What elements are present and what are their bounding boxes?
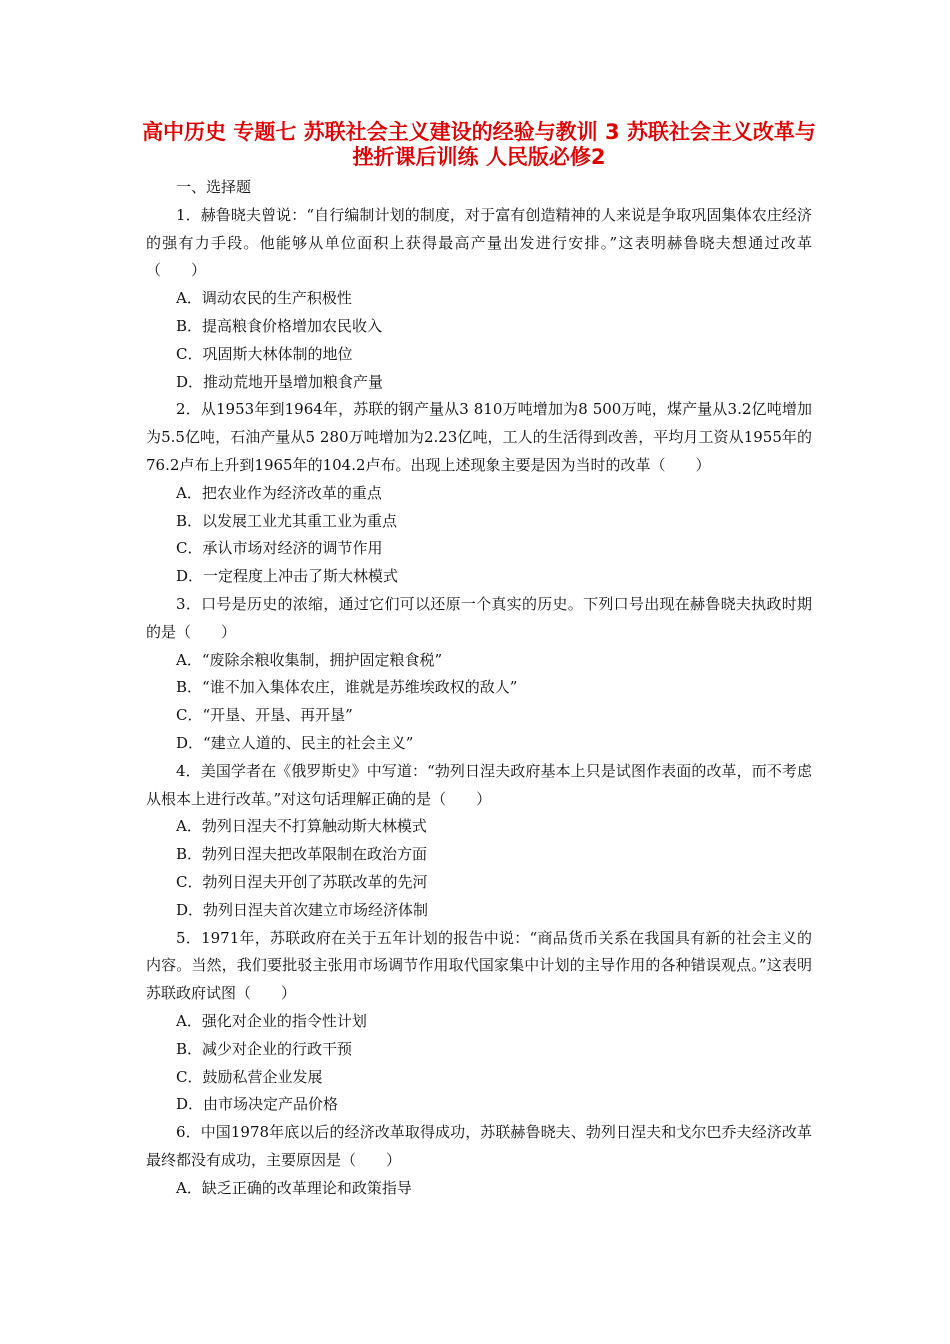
question-4 — [146, 758, 812, 925]
option-c: C．鼓励私营企业发展 — [176, 1067, 323, 1086]
option-d: D．一定程度上冲击了斯大林模式 — [176, 567, 399, 586]
document-body — [142, 120, 816, 1202]
question-5 — [146, 925, 812, 1120]
option-b: B．减少对企业的行政干预 — [176, 1039, 353, 1058]
question-stem: 4．美国学者在《俄罗斯史》中写道：“勃列日涅夫政府基本上只是试图作表面的改革，而不考虑从根本上进行改革。”对这句话理解正确的是（ ） — [146, 761, 812, 808]
option-b: B．勃列日涅夫把改革限制在政治方面 — [176, 845, 428, 864]
question-stem: 2．从1953年到1964年，苏联的钢产量从3 810万吨增加为8 500万吨，煤产量从3.2亿吨增加为5.5亿吨，石油产量从5 280万吨增加为2.23亿吨，工人的生活得到改善，平均月工资从1955年的76.2卢布上升到1965年的104.2卢布。出现上述现象主要是因为当时的改革（ ） — [146, 400, 812, 474]
option-a: A．勃列日涅夫不打算触动斯大林模式 — [176, 817, 427, 836]
question-2 — [146, 396, 812, 591]
question-1 — [146, 202, 812, 397]
option-d: D．由市场决定产品价格 — [176, 1095, 339, 1114]
option-c: C．勃列日涅夫开创了苏联改革的先河 — [176, 872, 428, 891]
option-a: A．缺乏正确的改革理论和政策指导 — [176, 1178, 412, 1197]
document-title: 高中历史 专题七 苏联社会主义建设的经验与教训 3 苏联社会主义改革与挫折课后训练 人民版必修2 — [142, 120, 816, 169]
option-c: C．“开垦、开垦、再开垦” — [176, 706, 353, 725]
option-d: D．“建立人道的、民主的社会主义” — [176, 733, 414, 752]
question-stem: 3．口号是历史的浓缩，通过它们可以还原一个真实的历史。下列口号出现在赫鲁晓夫执政时期的是（ ） — [146, 594, 812, 641]
option-a: A．强化对企业的指令性计划 — [176, 1011, 367, 1030]
question-6 — [146, 1119, 812, 1202]
option-a: A．“废除余粮收集制，拥护固定粮食税” — [176, 650, 443, 669]
option-a: A．把农业作为经济改革的重点 — [176, 483, 382, 502]
section-heading: 一、选择题 — [176, 178, 252, 196]
question-stem: 6．中国1978年底以后的经济改革取得成功，苏联赫鲁晓夫、勃列日涅夫和戈尔巴乔夫经济改革最终都没有成功，主要原因是（ ） — [146, 1123, 812, 1169]
option-c: C．巩固斯大林体制的地位 — [176, 344, 353, 363]
option-c: C．承认市场对经济的调节作用 — [176, 539, 383, 558]
option-b: B．提高粮食价格增加农民收入 — [176, 316, 383, 335]
question-stem: 5．1971年，苏联政府在关于五年计划的报告中说：“商品货币关系在我国具有新的社会主义的内容。当然，我们要批驳主张用市场调节作用取代国家集中计划的主导作用的各种错误观点。”这表明苏联政府试图（ ） — [146, 928, 812, 1003]
option-b: B．以发展工业尤其重工业为重点 — [176, 511, 398, 530]
option-d: D．推动荒地开垦增加粮食产量 — [176, 372, 384, 391]
option-a: A．调动农民的生产积极性 — [176, 289, 352, 308]
option-d: D．勃列日涅夫首次建立市场经济体制 — [176, 900, 429, 919]
question-3 — [146, 591, 812, 758]
option-b: B．“谁不加入集体农庄，谁就是苏维埃政权的敌人” — [176, 678, 518, 697]
question-stem: 1．赫鲁晓夫曾说：“自行编制计划的制度，对于富有创造精神的人来说是争取巩固集体农庄经济的强有力手段。他能够从单位面积上获得最高产量出发进行安排。”这表明赫鲁晓夫想通过改革（ ） — [146, 205, 812, 280]
